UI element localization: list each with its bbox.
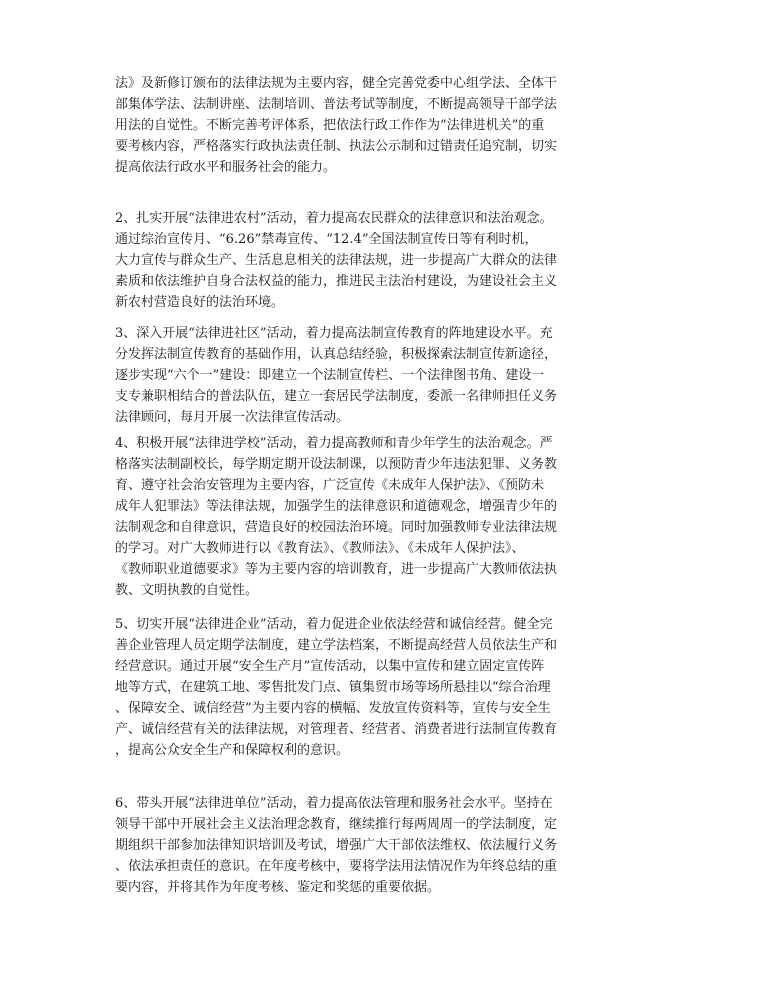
text-line: 法律顾问，每月开展一次法律宣传活动。 [115,410,350,425]
text-line: 新农村营造良好的法治环境。 [115,295,285,310]
paragraph-6 [115,793,663,898]
text-line: 分发挥法制宣传教育的基础作用，认真总结经验，积极探索法制宣传新途径， [115,347,558,362]
text-line: 逐步实现“六个一”建设：即建立一个法制宣传栏、一个法律图书角、建设一 [115,368,545,383]
text-line: 4、积极开展“法律进学校”活动，着力提高教师和青少年学生的法治观念。严 [115,436,553,451]
text-line: 要内容，并将其作为年度考核、鉴定和奖惩的重要依据。 [115,880,441,895]
text-line: 法》及新修订颁布的法律法规为主要内容，健全完善党委中心组学法、全体干 [115,76,558,91]
text-line: 要考核内容，严格落实行政执法责任制、执法公示制和过错责任追究制，切实 [115,139,558,154]
paragraph-intro [115,73,663,178]
text-line: 、保障安全、诚信经营”为主要内容的横幅、发放宣传资料等，宣传与安全生 [115,701,551,716]
paragraph-3 [115,323,663,428]
text-line: 领导干部中开展社会主义法治理念教育，继续推行每两周周一的学法制度，定 [115,817,558,832]
text-line: 地等方式，在建筑工地、零售批发门点、镇集贸市场等场所悬挂以“综合治理 [115,680,551,695]
text-line: 法制观念和自律意识，营造良好的校园法治环境。同时加强教师专业法律法规 [115,520,558,535]
text-line: 经营意识。通过开展“安全生产月”宣传活动，以集中宣传和建立固定宣传阵 [115,659,545,674]
text-line: 育、遵守社会治安管理为主要内容，广泛宣传《未成年人保护法》、《预防未 [115,478,545,493]
text-line: 成年人犯罪法》等法律法规，加强学生的法律意识和道德观念，增强青少年的 [115,499,558,514]
text-line: 用法的自觉性。不断完善考评体系，把依法行政工作作为“法律进机关”的重 [115,118,545,133]
text-line: ，提高公众安全生产和保障权利的意识。 [115,743,350,758]
paragraph-5 [115,614,663,761]
text-line: 2、扎实开展“法律进农村”活动，着力提高农民群众的法律意识和法治观念。 [115,211,553,226]
paragraph-4 [115,433,663,601]
text-line: 支专兼职相结合的普法队伍，建立一套居民学法制度，委派一名律师担任义务 [115,389,558,404]
text-line: 素质和依法维护自身合法权益的能力，推进民主法治村建设，为建设社会主义 [115,274,558,289]
text-line: 期组织干部参加法律知识培训及考试，增强广大干部依法维权、依法履行义务 [115,838,558,853]
text-line: 3、深入开展“法律进社区”活动，着力提高法制宣传教育的阵地建设水平。充 [115,326,553,341]
text-line: 格落实法制副校长，每学期定期开设法制课，以预防青少年违法犯罪、义务教 [115,457,558,472]
text-line: 、依法承担责任的意识。在年度考核中，要将学法用法情况作为年终总结的重 [115,859,558,874]
text-line: 大力宣传与群众生产、生活息息相关的法律法规，进一步提高广大群众的法律 [115,253,558,268]
text-line: 善企业管理人员定期学法制度，建立学法档案，不断提高经营人员依法生产和 [115,638,558,653]
text-line: 通过综治宣传月、“6.26”禁毒宣传、“12.4”全国法制宣传日等有利时机， [115,232,538,247]
text-line: 《教师职业道德要求》等为主要内容的培训教育，进一步提高广大教师依法执 [115,562,558,577]
text-line: 部集体学法、法制讲座、法制培训、普法考试等制度，不断提高领导干部学法 [115,97,558,112]
text-line: 5、切实开展“法律进企业”活动，着力促进企业依法经营和诚信经营。健全完 [115,617,553,632]
text-line: 提高依法行政水平和服务社会的能力。 [115,160,337,175]
text-line: 的学习。对广大教师进行以《教育法》、《教师法》、《未成年人保护法》、 [115,541,525,556]
text-line: 6、带头开展“法律进单位”活动，着力提高依法管理和服务社会水平。坚持在 [115,796,553,811]
paragraph-2 [115,208,663,313]
text-line: 产、诚信经营有关的法律法规，对管理者、经营者、消费者进行法制宣传教育 [115,722,558,737]
text-line: 教、文明执教的自觉性。 [115,583,259,598]
